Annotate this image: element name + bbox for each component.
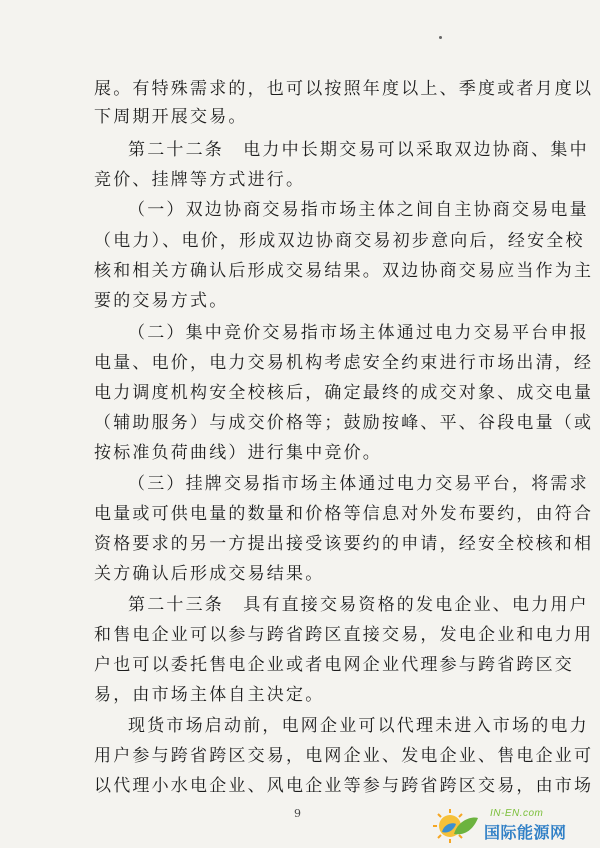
text-line: 电力调度机构安全校核后，确定最终的成交对象、成交电量 — [94, 383, 594, 403]
text-line: （一）双边协商交易指市场主体之间自主协商交易电量 — [128, 200, 589, 220]
text-line: 按标准负荷曲线）进行集中竞价。 — [94, 443, 382, 463]
watermark-name: 国际能源网 — [484, 823, 567, 842]
article-22-heading: 第二十二条 电力中长期交易可以采取双边协商、集中 — [128, 140, 589, 160]
text-line: （二）集中竞价交易指市场主体通过电力交易平台申报 — [128, 323, 589, 343]
text-line: （电力）、电价，形成双边协商交易初步意向后，经安全校 — [94, 231, 585, 251]
text-line: （辅助服务）与成交价格等；鼓励按峰、平、谷段电量（或 — [94, 413, 594, 433]
text-line: 易，由市场主体自主决定。 — [94, 685, 325, 705]
text-line: （三）挂牌交易指市场主体通过电力交易平台，将需求 — [128, 474, 589, 494]
sun-leaf-logo-icon — [428, 806, 482, 844]
text-line: 和售电企业可以参与跨省跨区直接交易，发电企业和电力用 — [94, 625, 594, 645]
text-line: 资格要求的另一方提出接受该要约的申请，经安全校核和相 — [94, 534, 594, 554]
article-23-heading: 第二十三条 具有直接交易资格的发电企业、电力用户 — [128, 595, 589, 615]
text-line: 下周期开展交易。 — [94, 107, 248, 127]
text-line: 核和相关方确认后形成交易结果。双边协商交易应当作为主 — [94, 261, 594, 281]
text-line: 以代理小水电企业、风电企业等参与跨省跨区交易，由市场 — [94, 776, 594, 796]
text-line: 现货市场启动前，电网企业可以代理未进入市场的电力 — [128, 716, 589, 736]
page-number: 9 — [294, 807, 301, 820]
scan-speck — [439, 36, 442, 39]
text-line: 展。有特殊需求的，也可以按照年度以上、季度或者月度以 — [94, 79, 594, 99]
text-line: 户也可以委托售电企业或者电网企业代理参与跨省跨区交 — [94, 655, 574, 675]
text-line: 关方确认后形成交易结果。 — [94, 564, 325, 584]
text-line: 竞价、挂牌等方式进行。 — [94, 170, 306, 190]
text-line: 要的交易方式。 — [94, 291, 229, 311]
text-line: 用户参与跨省跨区交易，电网企业、发电企业、售电企业可 — [94, 746, 594, 766]
site-watermark — [424, 806, 594, 844]
text-line: 电量或可供电量的数量和价格等信息对外发布要约，由符合 — [94, 504, 594, 524]
text-line: 电量、电价，电力交易机构考虑安全约束进行市场出清，经 — [94, 353, 594, 373]
watermark-url: IN-EN.com — [490, 808, 544, 819]
